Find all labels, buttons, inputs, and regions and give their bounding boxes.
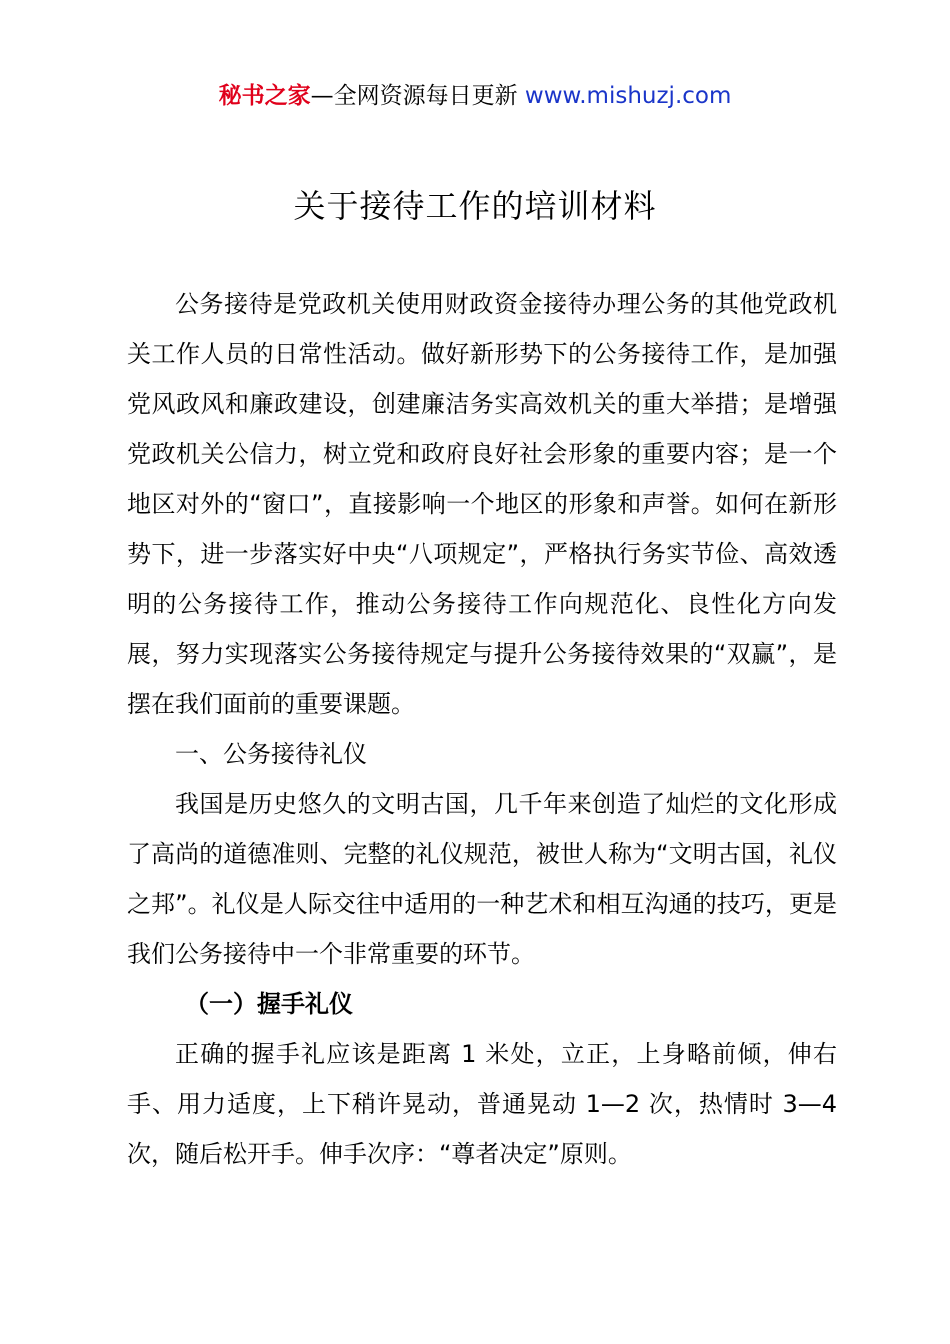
section-heading-etiquette: 一、公务接待礼仪: [175, 740, 367, 768]
handshake-paragraph: 正确的握手礼应该是距离 1 米处，立正，上身略前倾，伸右手、用力适度，上下稍许晃动，普通晃动 1—2 次，热情时 3—4 次，随后松开手。伸手次序：“尊者决定”原则。: [127, 1040, 837, 1168]
etiquette-paragraph: 我国是历史悠久的文明古国，几千年来创造了灿烂的文化形成了高尚的道德准则、完整的礼仪规范，被世人称为“文明古国，礼仪之邦”。礼仪是人际交往中适用的一种艺术和相互沟通的技巧，更是我们公务接待中一个非常重要的环节。: [127, 790, 837, 968]
document-title: 关于接待工作的培训材料: [293, 187, 657, 225]
intro-paragraph: 公务接待是党政机关使用财政资金接待办理公务的其他党政机关工作人员的日常性活动。做好新形势下的公务接待工作，是加强党风政风和廉政建设，创建廉洁务实高效机关的重大举措；是增强党政机关公信力，树立党和政府良好社会形象的重要内容；是一个地区对外的“窗口”，直接影响一个地区的形象和声誉。如何在新形势下，进一步落实好中央“八项规定”，严格执行务实节俭、高效透明的公务接待工作，推动公务接待工作向规范化、良性化方向发展，努力实现落实公务接待规定与提升公务接待效果的“双赢”，是摆在我们面前的重要课题。: [127, 290, 837, 718]
site-url-link[interactable]: www.mishuzj.com: [524, 83, 732, 109]
site-brand: 秘书之家: [218, 83, 311, 109]
subsection-heading-handshake: （一）握手礼仪: [185, 990, 353, 1018]
site-header: [0, 80, 950, 112]
site-tagline: —全网资源每日更新: [310, 83, 525, 109]
document-body: [127, 279, 837, 1179]
